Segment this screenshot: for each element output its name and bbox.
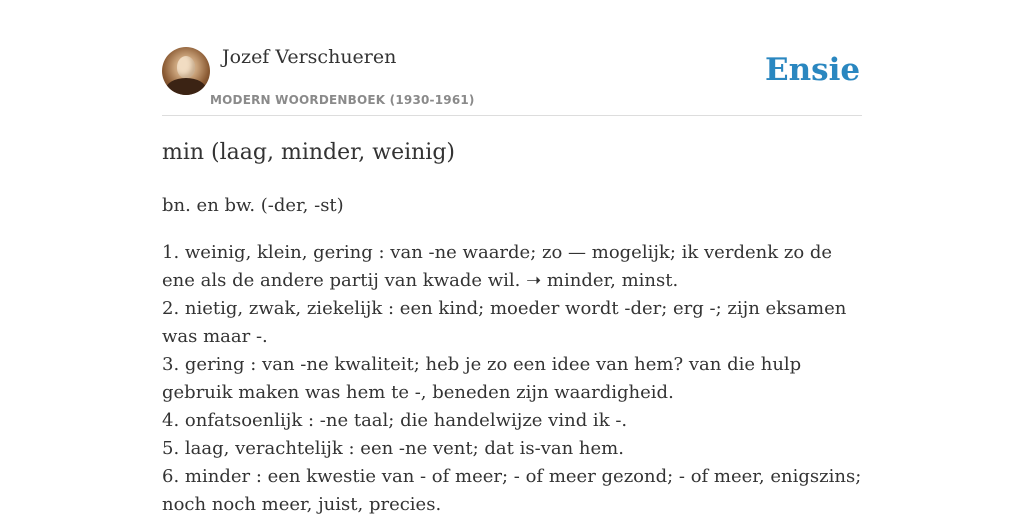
sense-list	[162, 239, 862, 519]
sense-item: 1. weinig, klein, gering : van -ne waarde; zo — mogelijk; ik verdenk zo de ene als de andere partij van kwade wil. ➝ minder, minst.	[162, 242, 833, 291]
sense-item: 4. onfatsoenlijk : -ne taal; die handelwijze vind ik -.	[162, 410, 628, 431]
header-divider	[162, 115, 862, 116]
entry-headword: min (laag, minder, weinig)	[162, 140, 455, 165]
avatar-face	[177, 56, 195, 78]
source-label[interactable]: MODERN WOORDENBOEK (1930-1961)	[210, 93, 475, 107]
sense-item: 2. nietig, zwak, ziekelijk : een kind; moeder wordt -der; erg -; zijn eksamen was maar -.	[162, 298, 847, 347]
entry-grammar: bn. en bw. (-der, -st)	[162, 195, 344, 216]
ensie-logo[interactable]: Ensie	[765, 52, 861, 88]
sense-item: 5. laag, verachtelijk : een -ne vent; dat is-van hem.	[162, 438, 624, 459]
author-name[interactable]: Jozef Verschueren	[222, 46, 397, 68]
avatar-shoulders	[166, 78, 206, 95]
sense-item: 3. gering : van -ne kwaliteit; heb je zo een idee van hem? van die hulp gebruik maken was hem te -, beneden zijn waardigheid.	[162, 354, 802, 403]
sense-item: 6. minder : een kwestie van - of meer; - of meer gezond; - of meer, enigszins; noch noch meer, juist, precies.	[162, 466, 862, 515]
author-avatar[interactable]	[162, 47, 210, 95]
